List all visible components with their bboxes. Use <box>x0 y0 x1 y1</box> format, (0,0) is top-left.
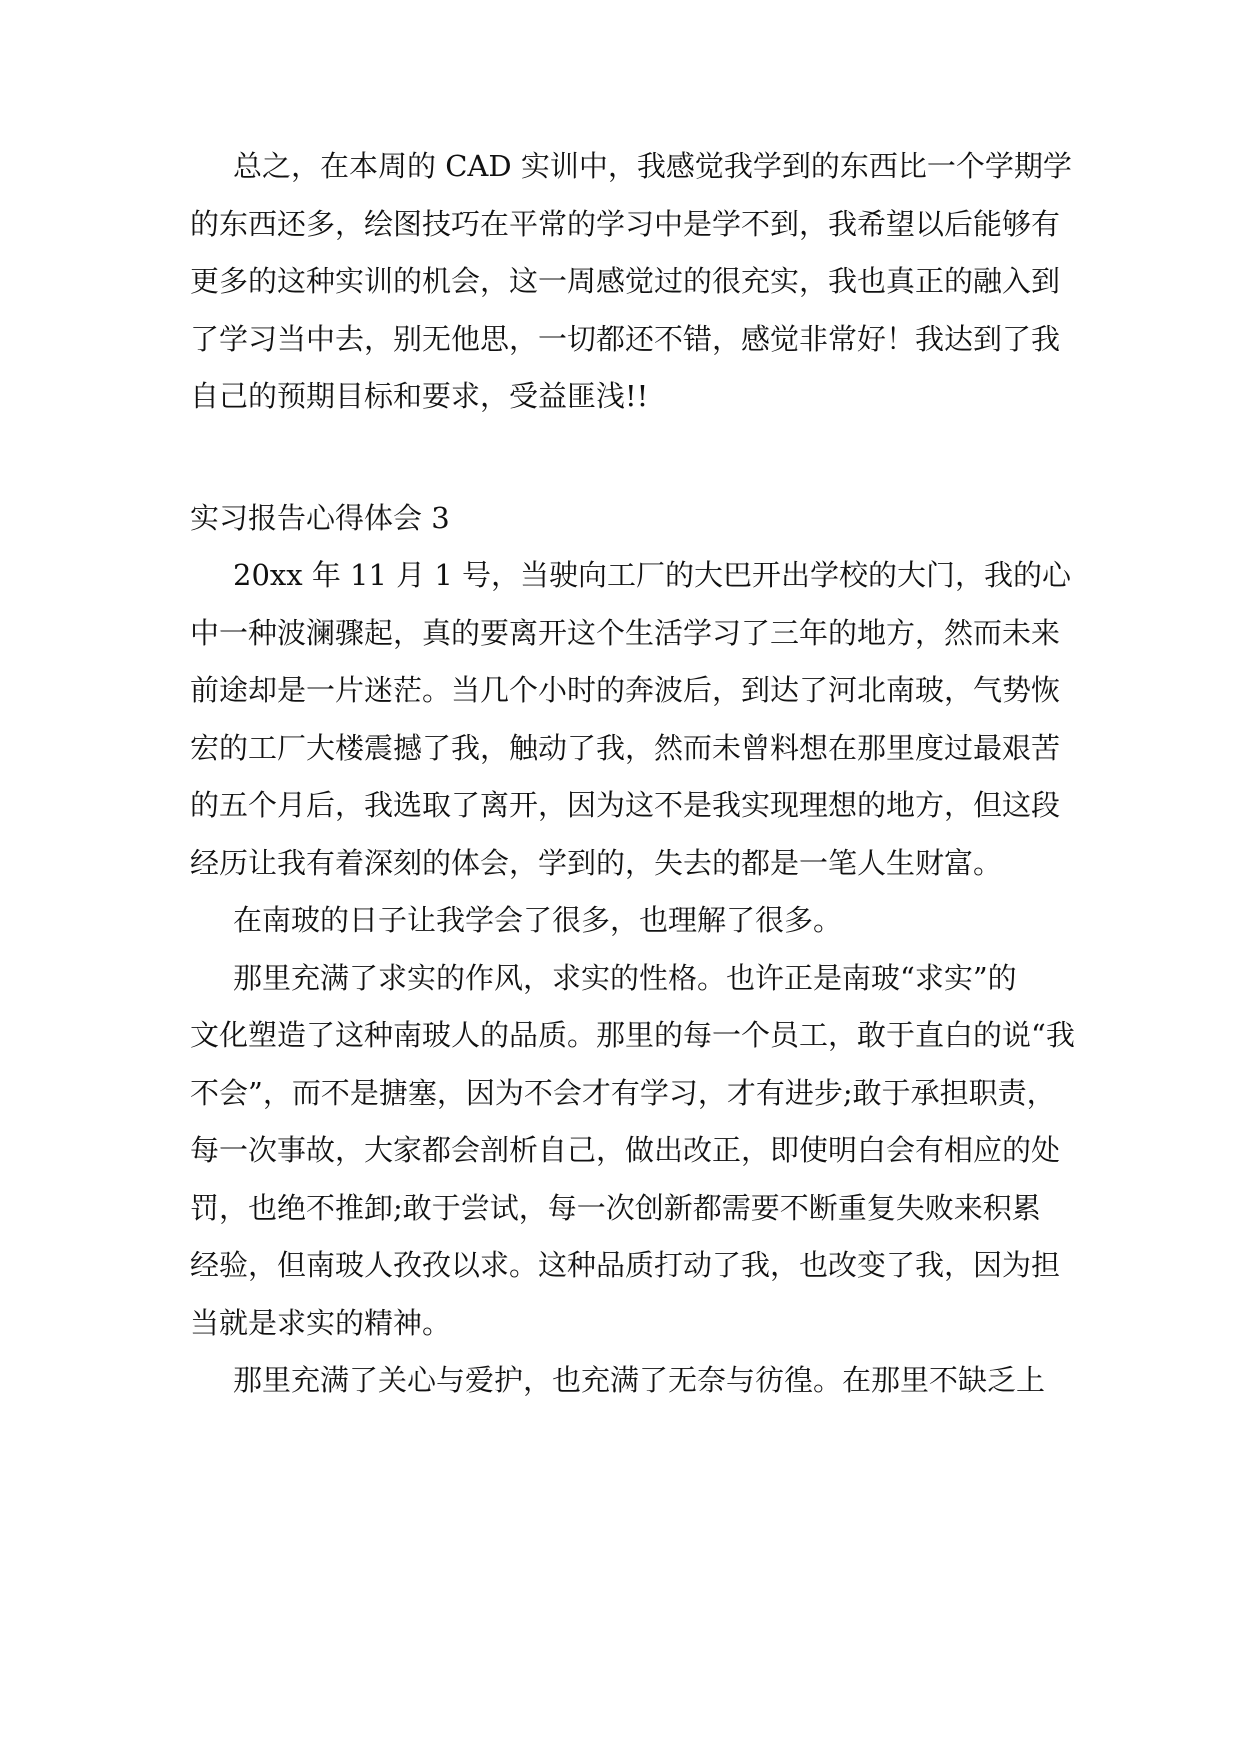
paragraph-4-line-2: 文化塑造了这种南玻人的品质。那里的每一个员工，敢于直白的说“我 <box>190 1018 1075 1052</box>
paragraph-4-line-5: 罚，也绝不推卸;敢于尝试，每一次创新都需要不断重复失败来积累 <box>190 1191 1041 1225</box>
paragraph-1-line-5: 自己的预期目标和要求，受益匪浅!! <box>190 379 649 413</box>
paragraph-3-line-1: 在南玻的日子让我学会了很多，也理解了很多。 <box>233 903 843 937</box>
paragraph-4-line-4: 每一次事故，大家都会剖析自己，做出改正，即使明白会有相应的处 <box>190 1133 1061 1167</box>
paragraph-2-line-1: 20xx 年 11 月 1 号，当驶向工厂的大巴开出学校的大门，我的心 <box>233 558 1072 592</box>
paragraph-2-line-5: 的五个月后，我选取了离开，因为这不是我实现理想的地方，但这段 <box>190 788 1061 822</box>
paragraph-2-line-2: 中一种波澜骤起，真的要离开这个生活学习了三年的地方，然而未来 <box>190 616 1061 650</box>
paragraph-4-line-6: 经验，但南玻人孜孜以求。这种品质打动了我，也改变了我，因为担 <box>190 1248 1061 1282</box>
paragraph-1-line-1: 总之，在本周的 CAD 实训中，我感觉我学到的东西比一个学期学 <box>233 149 1072 183</box>
paragraph-4-line-1: 那里充满了求实的作风，求实的性格。也许正是南玻“求实”的 <box>233 961 1017 995</box>
paragraph-2-line-6: 经历让我有着深刻的体会，学到的，失去的都是一笔人生财富。 <box>190 846 1003 880</box>
paragraph-1-line-3: 更多的这种实训的机会，这一周感觉过的很充实，我也真正的融入到 <box>190 264 1061 298</box>
paragraph-4-line-3: 不会”，而不是搪塞，因为不会才有学习，才有进步;敢于承担职责， <box>190 1076 1056 1110</box>
paragraph-4-line-7: 当就是求实的精神。 <box>190 1306 452 1340</box>
paragraph-1-line-4: 了学习当中去，别无他思，一切都还不错，感觉非常好！我达到了我 <box>190 322 1061 356</box>
paragraph-1-line-2: 的东西还多，绘图技巧在平常的学习中是学不到，我希望以后能够有 <box>190 207 1061 241</box>
paragraph-5-line-1: 那里充满了关心与爱护，也充满了无奈与彷徨。在那里不缺乏上 <box>233 1363 1046 1397</box>
paragraph-2-line-3: 前途却是一片迷茫。当几个小时的奔波后，到达了河北南玻，气势恢 <box>190 673 1061 707</box>
paragraph-2-line-4: 宏的工厂大楼震撼了我，触动了我，然而未曾料想在那里度过最艰苦 <box>190 731 1061 765</box>
section-title: 实习报告心得体会 3 <box>190 501 450 535</box>
